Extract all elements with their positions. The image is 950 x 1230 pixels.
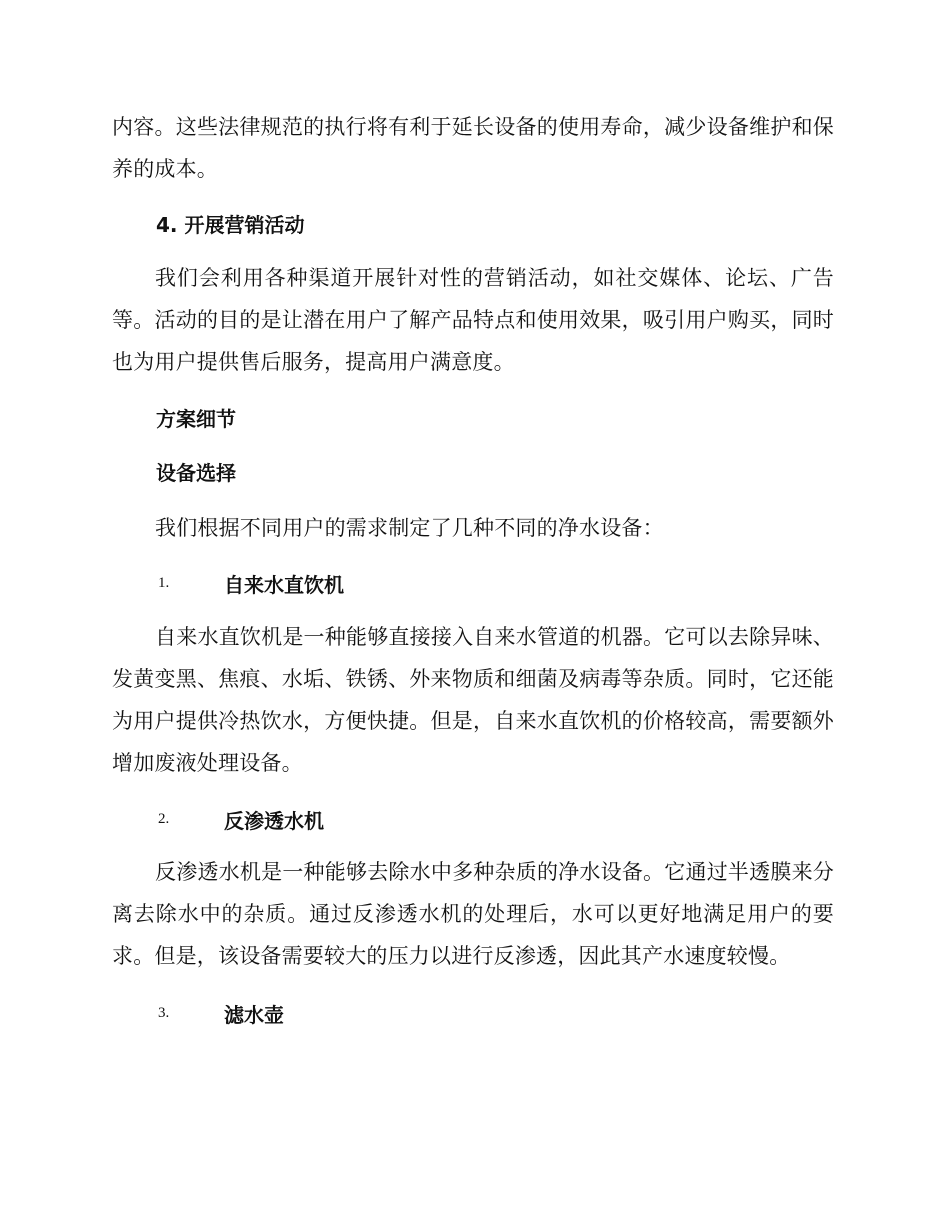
paragraph-device-intro: 我们根据不同用户的需求制定了几种不同的净水设备： bbox=[155, 516, 664, 540]
list-title: 滤水壶 bbox=[224, 1002, 284, 1027]
numbered-heading-direct-drinking-machine bbox=[158, 569, 344, 597]
list-number: 3. bbox=[158, 1004, 170, 1021]
list-number: 1. bbox=[158, 574, 170, 591]
paragraph-marketing-description: 我们会利用各种渠道开展针对性的营销活动，如社交媒体、论坛、广告等。活动的目的是让潜在用户了解产品特点和使用效果，吸引用户购买，同时也为用户提供售后服务，提高用户满意度。 bbox=[112, 266, 834, 374]
numbered-heading-reverse-osmosis bbox=[158, 805, 324, 833]
paragraph-direct-drinking-machine: 自来水直饮机是一种能够直接接入自来水管道的机器。它可以去除异味、发黄变黑、焦痕、水垢、铁锈、外来物质和细菌及病毒等杂质。同时，它还能为用户提供冷热饮水，方便快捷。但是，自来水直饮机的价格较高，需要额外增加废液处理设备。 bbox=[112, 625, 834, 775]
list-title: 反渗透水机 bbox=[224, 808, 324, 833]
paragraph-continued-content: 内容。这些法律规范的执行将有利于延长设备的使用寿命，减少设备维护和保养的成本。 bbox=[112, 115, 834, 181]
heading-plan-details: 方案细节 bbox=[156, 407, 236, 431]
heading-device-selection: 设备选择 bbox=[156, 461, 236, 485]
numbered-heading-filter-pitcher bbox=[158, 999, 284, 1027]
paragraph-reverse-osmosis: 反渗透水机是一种能够去除水中多种杂质的净水设备。它通过半透膜来分离去除水中的杂质。通过反渗透水机的处理后，水可以更好地满足用户的要求。但是，该设备需要较大的压力以进行反渗透，因此其产水速度较慢。 bbox=[112, 860, 834, 968]
list-number: 2. bbox=[158, 810, 170, 827]
heading-marketing-activities: 4. 开展营销活动 bbox=[156, 213, 305, 237]
list-title: 自来水直饮机 bbox=[224, 572, 344, 597]
